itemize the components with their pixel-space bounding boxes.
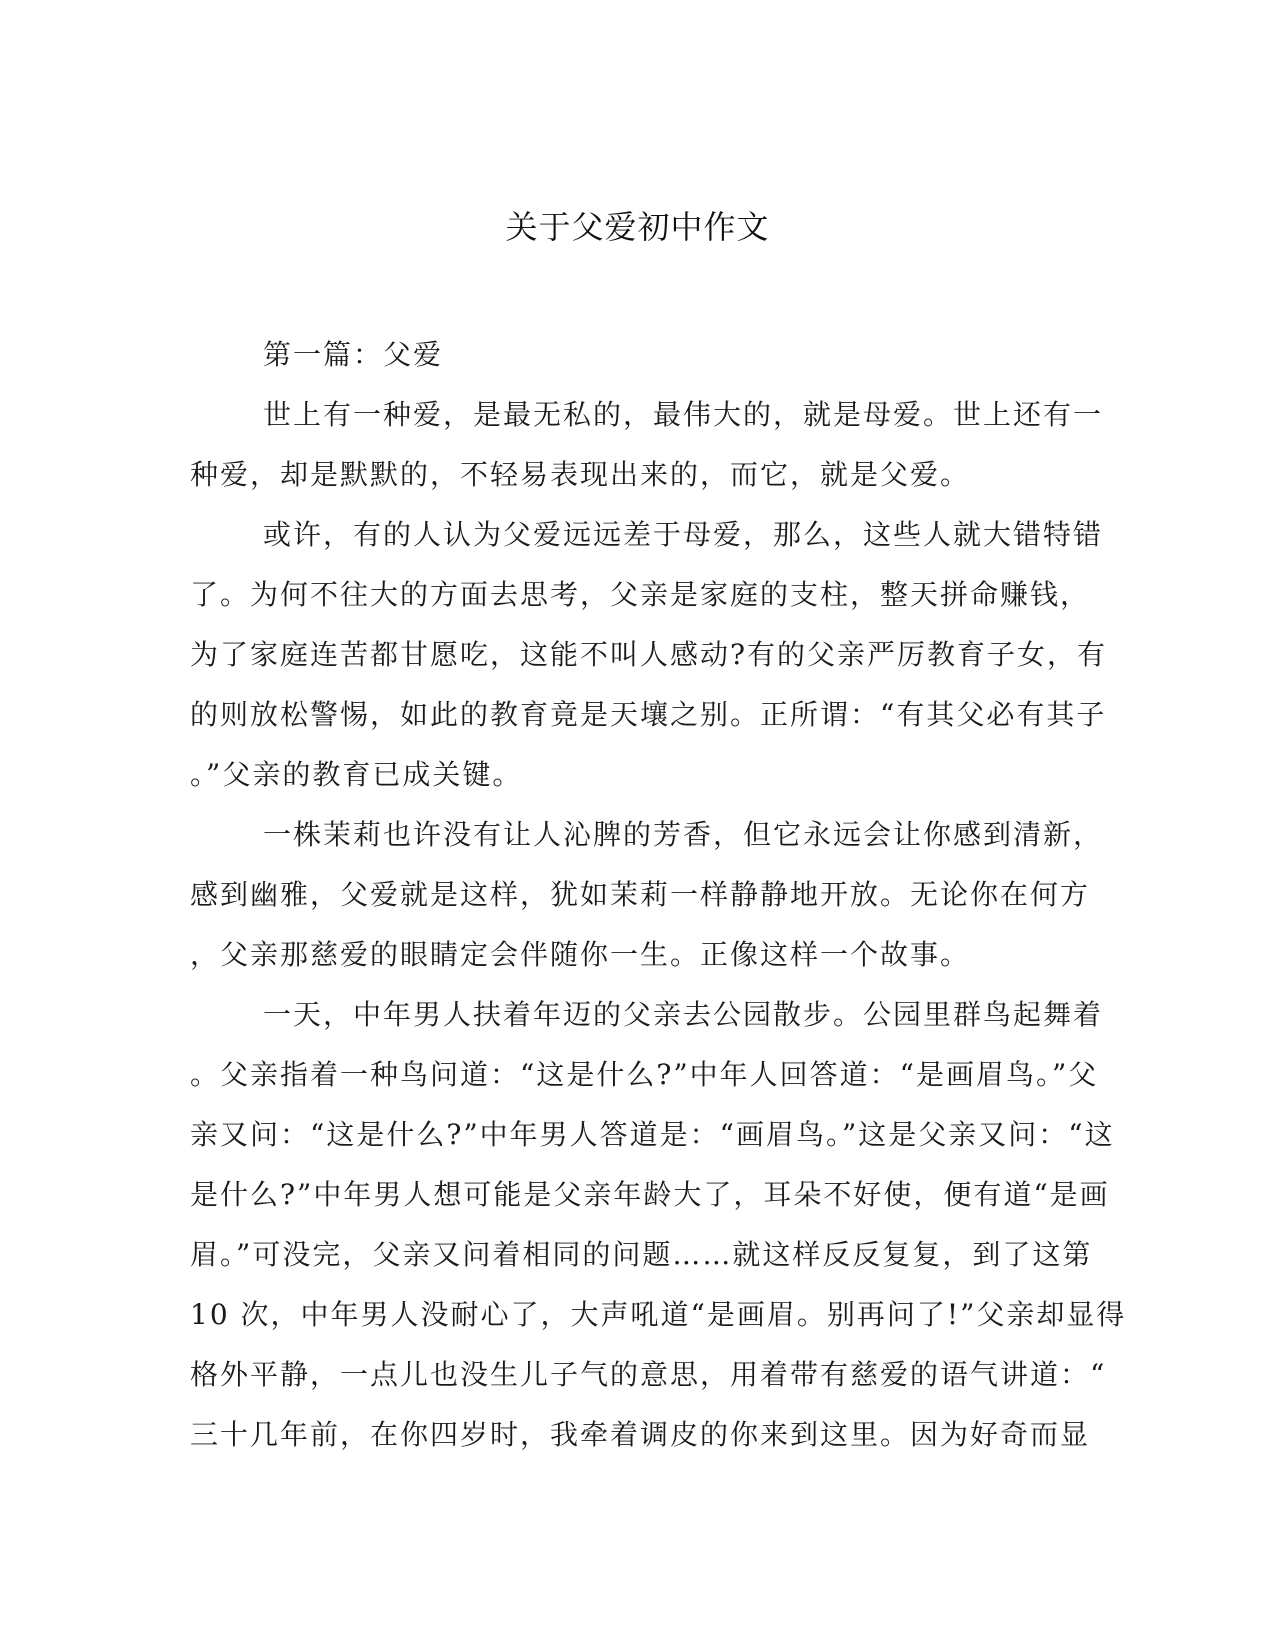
- text-line: 感到幽雅，父爱就是这样，犹如茉莉一样静静地开放。无论你在何方: [190, 878, 1091, 911]
- text-line: 第一篇：父爱: [263, 338, 444, 371]
- text-line: 为了家庭连苦都甘愿吃，这能不叫人感动?有的父亲严厉教育子女，有: [190, 638, 1108, 671]
- text-line: 三十几年前，在你四岁时，我牵着调皮的你来到这里。因为好奇而显: [190, 1418, 1091, 1451]
- text-line: 格外平静，一点儿也没生儿子气的意思，用着带有慈爱的语气讲道：“: [190, 1358, 1107, 1391]
- text-line: 一株茉莉也许没有让人沁脾的芳香，但它永远会让你感到清新，: [263, 818, 1104, 851]
- text-line: 亲又问：“这是什么?”中年男人答道是：“画眉鸟。”这是父亲又问：“这: [190, 1118, 1115, 1151]
- text-line: 10 次，中年男人没耐心了，大声吼道“是画眉。别再问了!”父亲却显得: [190, 1298, 1127, 1331]
- text-line: 是什么?”中年男人想可能是父亲年龄大了，耳朵不好使，便有道“是画: [190, 1178, 1110, 1211]
- text-line: 了。为何不往大的方面去思考，父亲是家庭的支柱，整天拼命赚钱，: [190, 578, 1091, 611]
- text-line: 一天，中年男人扶着年迈的父亲去公园散步。公园里群鸟起舞着: [263, 998, 1104, 1031]
- text-line: 。父亲指着一种鸟问道：“这是什么?”中年人回答道：“是画眉鸟。”父: [190, 1058, 1099, 1091]
- text-line: 世上有一种爱，是最无私的，最伟大的，就是母爱。世上还有一: [263, 398, 1104, 431]
- text-line: 种爱，却是默默的，不轻易表现出来的，而它，就是父爱。: [190, 458, 971, 491]
- text-line: 眉。”可没完，父亲又问着相同的问题……就这样反反复复，到了这第: [190, 1238, 1093, 1271]
- text-line: 或许，有的人认为父爱远远差于母爱，那么，这些人就大错特错: [263, 518, 1104, 551]
- text-line: 。”父亲的教育已成关键。: [190, 758, 523, 791]
- document-body: [190, 325, 1127, 1465]
- text-line: ，父亲那慈爱的眼睛定会伴随你一生。正像这样一个故事。: [190, 938, 971, 971]
- text-line: 的则放松警惕，如此的教育竟是天壤之别。正所谓：“有其父必有其子: [190, 698, 1107, 731]
- document-title: 关于父爱初中作文: [505, 208, 770, 246]
